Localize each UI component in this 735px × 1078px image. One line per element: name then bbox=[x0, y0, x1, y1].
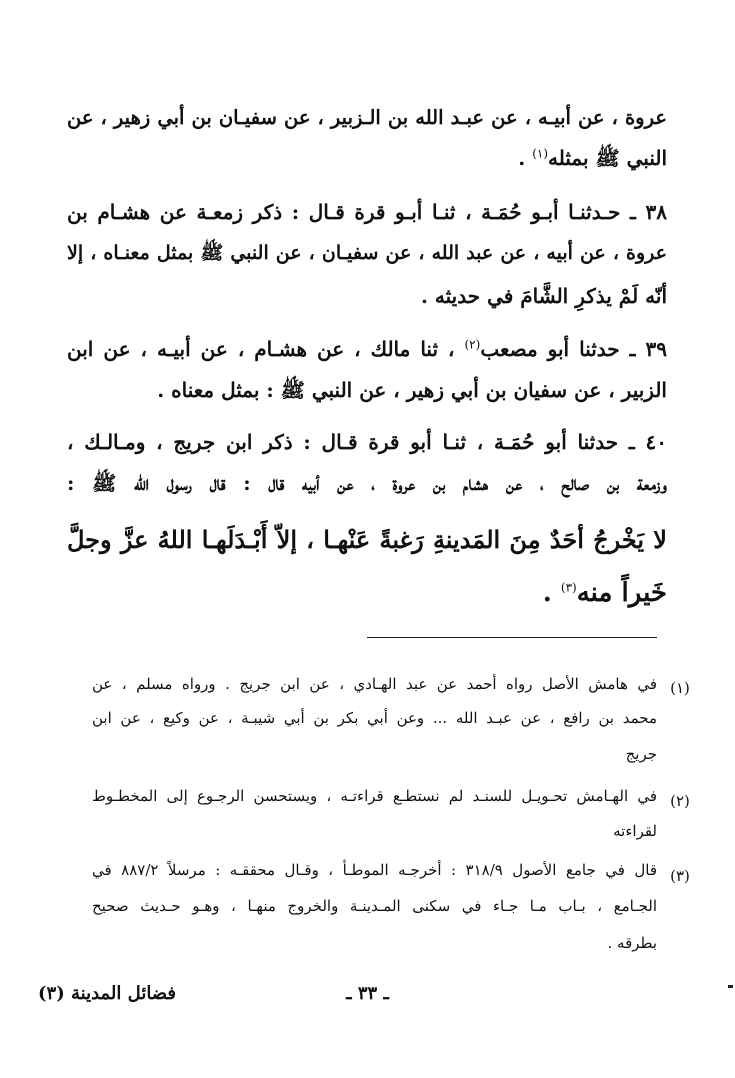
text-line bbox=[67, 334, 667, 364]
footnote-line: الجـامع ، بـاب مـا جـاء في سكنى المـدينـة والخروج منهـا ، وهـو حـديث صحيح bbox=[92, 897, 657, 915]
text-line: أنّه لَمْ يذكرِ الشَّامَ في حديثه . bbox=[421, 284, 667, 308]
footnote-number: (١) bbox=[670, 679, 690, 697]
book-title: فضائل المدينة (٣) bbox=[38, 983, 177, 1004]
footnote-line: لقراءته bbox=[613, 822, 657, 840]
footnote-ref: (١) bbox=[532, 146, 549, 161]
text-run: خَيراً منه bbox=[576, 578, 667, 608]
footnote-line: في الهـامش تحـويـل للسنـد لم نستطـع قراءتـه ، ويستحسن الرجـوع إلى المخطـوط bbox=[92, 787, 657, 805]
text-line: الزبير ، عن سفيان بن أبي زهير ، عن النبي ﷺ : بمثل معناه . bbox=[157, 378, 667, 402]
footnote-line: بطرقه . bbox=[607, 934, 657, 952]
footnote-line: قال في جامع الأصول ٣١٨/٩ : أخرجـه الموطـأ ، وقـال محققـه : مرسلاً ٨٨٧/٢ في bbox=[92, 861, 657, 879]
text-run: ، ثنا مالك ، عن هشـام ، عن أبيـه ، عن ابن bbox=[67, 337, 465, 361]
footnote-number: (٣) bbox=[670, 867, 690, 885]
footnote-ref: (٢) bbox=[464, 337, 481, 352]
text-run: ٣٩ ـ حدثنا أبو مصعب bbox=[480, 337, 667, 361]
scan-edge-mark bbox=[728, 985, 733, 988]
footnote-line: جريج bbox=[625, 745, 657, 763]
hadith-line: لا يَخْرجُ أحَدٌ مِنَ المَدينةِ رَغبةً عَنْهـا ، إلاّ أَبْـدَلَهـا اللهُ عزَّ وجلَّ bbox=[67, 525, 667, 554]
footnote-line: محمد بن رافع ، عن عبـد الله ... وعن أبي بكر بن أبي شيبـة ، عن وكيع ، عن ابن bbox=[92, 709, 657, 727]
footnote-ref: (٣) bbox=[560, 580, 577, 595]
text-run: النبي ﷺ بمثله bbox=[548, 146, 667, 170]
text-line: ٣٨ ـ حـدثنـا أبـو حُمَـة ، ثنـا أبـو قرة قـال : ذكر زمعـة عن هشـام بن bbox=[67, 200, 667, 224]
page-number: ـ ٣٣ ـ bbox=[346, 983, 389, 1004]
footnote-number: (٢) bbox=[670, 792, 690, 810]
text-line: ٤٠ ـ حدثنا أبو حُمَـة ، ثنـا أبو قرة قـال : ذكر ابن جريج ، ومـالـك ، bbox=[67, 430, 667, 454]
text-line: عروة ، عن أبيـه ، عن عبـد الله بن الـزبير ، عن سفيـان بن أبي زهير ، عن bbox=[67, 106, 667, 129]
hadith-line bbox=[67, 573, 667, 613]
text-run: . bbox=[542, 578, 561, 608]
text-line bbox=[67, 143, 667, 173]
text-run: . bbox=[518, 146, 533, 170]
text-line: وزمعة بن صالح ، عن هشام بن عروة ، عن أبيه قال : قال رسول الله ﷺ : bbox=[67, 471, 667, 495]
footnote-line: في هامش الأصل رواه أحمد عن عبد الهـادي ، عن ابن جريج . ورواه مسلم ، عن bbox=[92, 675, 657, 693]
footnote-separator bbox=[367, 637, 657, 638]
text-line: عروة ، عن أبيه ، عن عبد الله ، عن سفيـان ، عن النبي ﷺ بمثل معنـاه ، إلا bbox=[67, 242, 667, 264]
